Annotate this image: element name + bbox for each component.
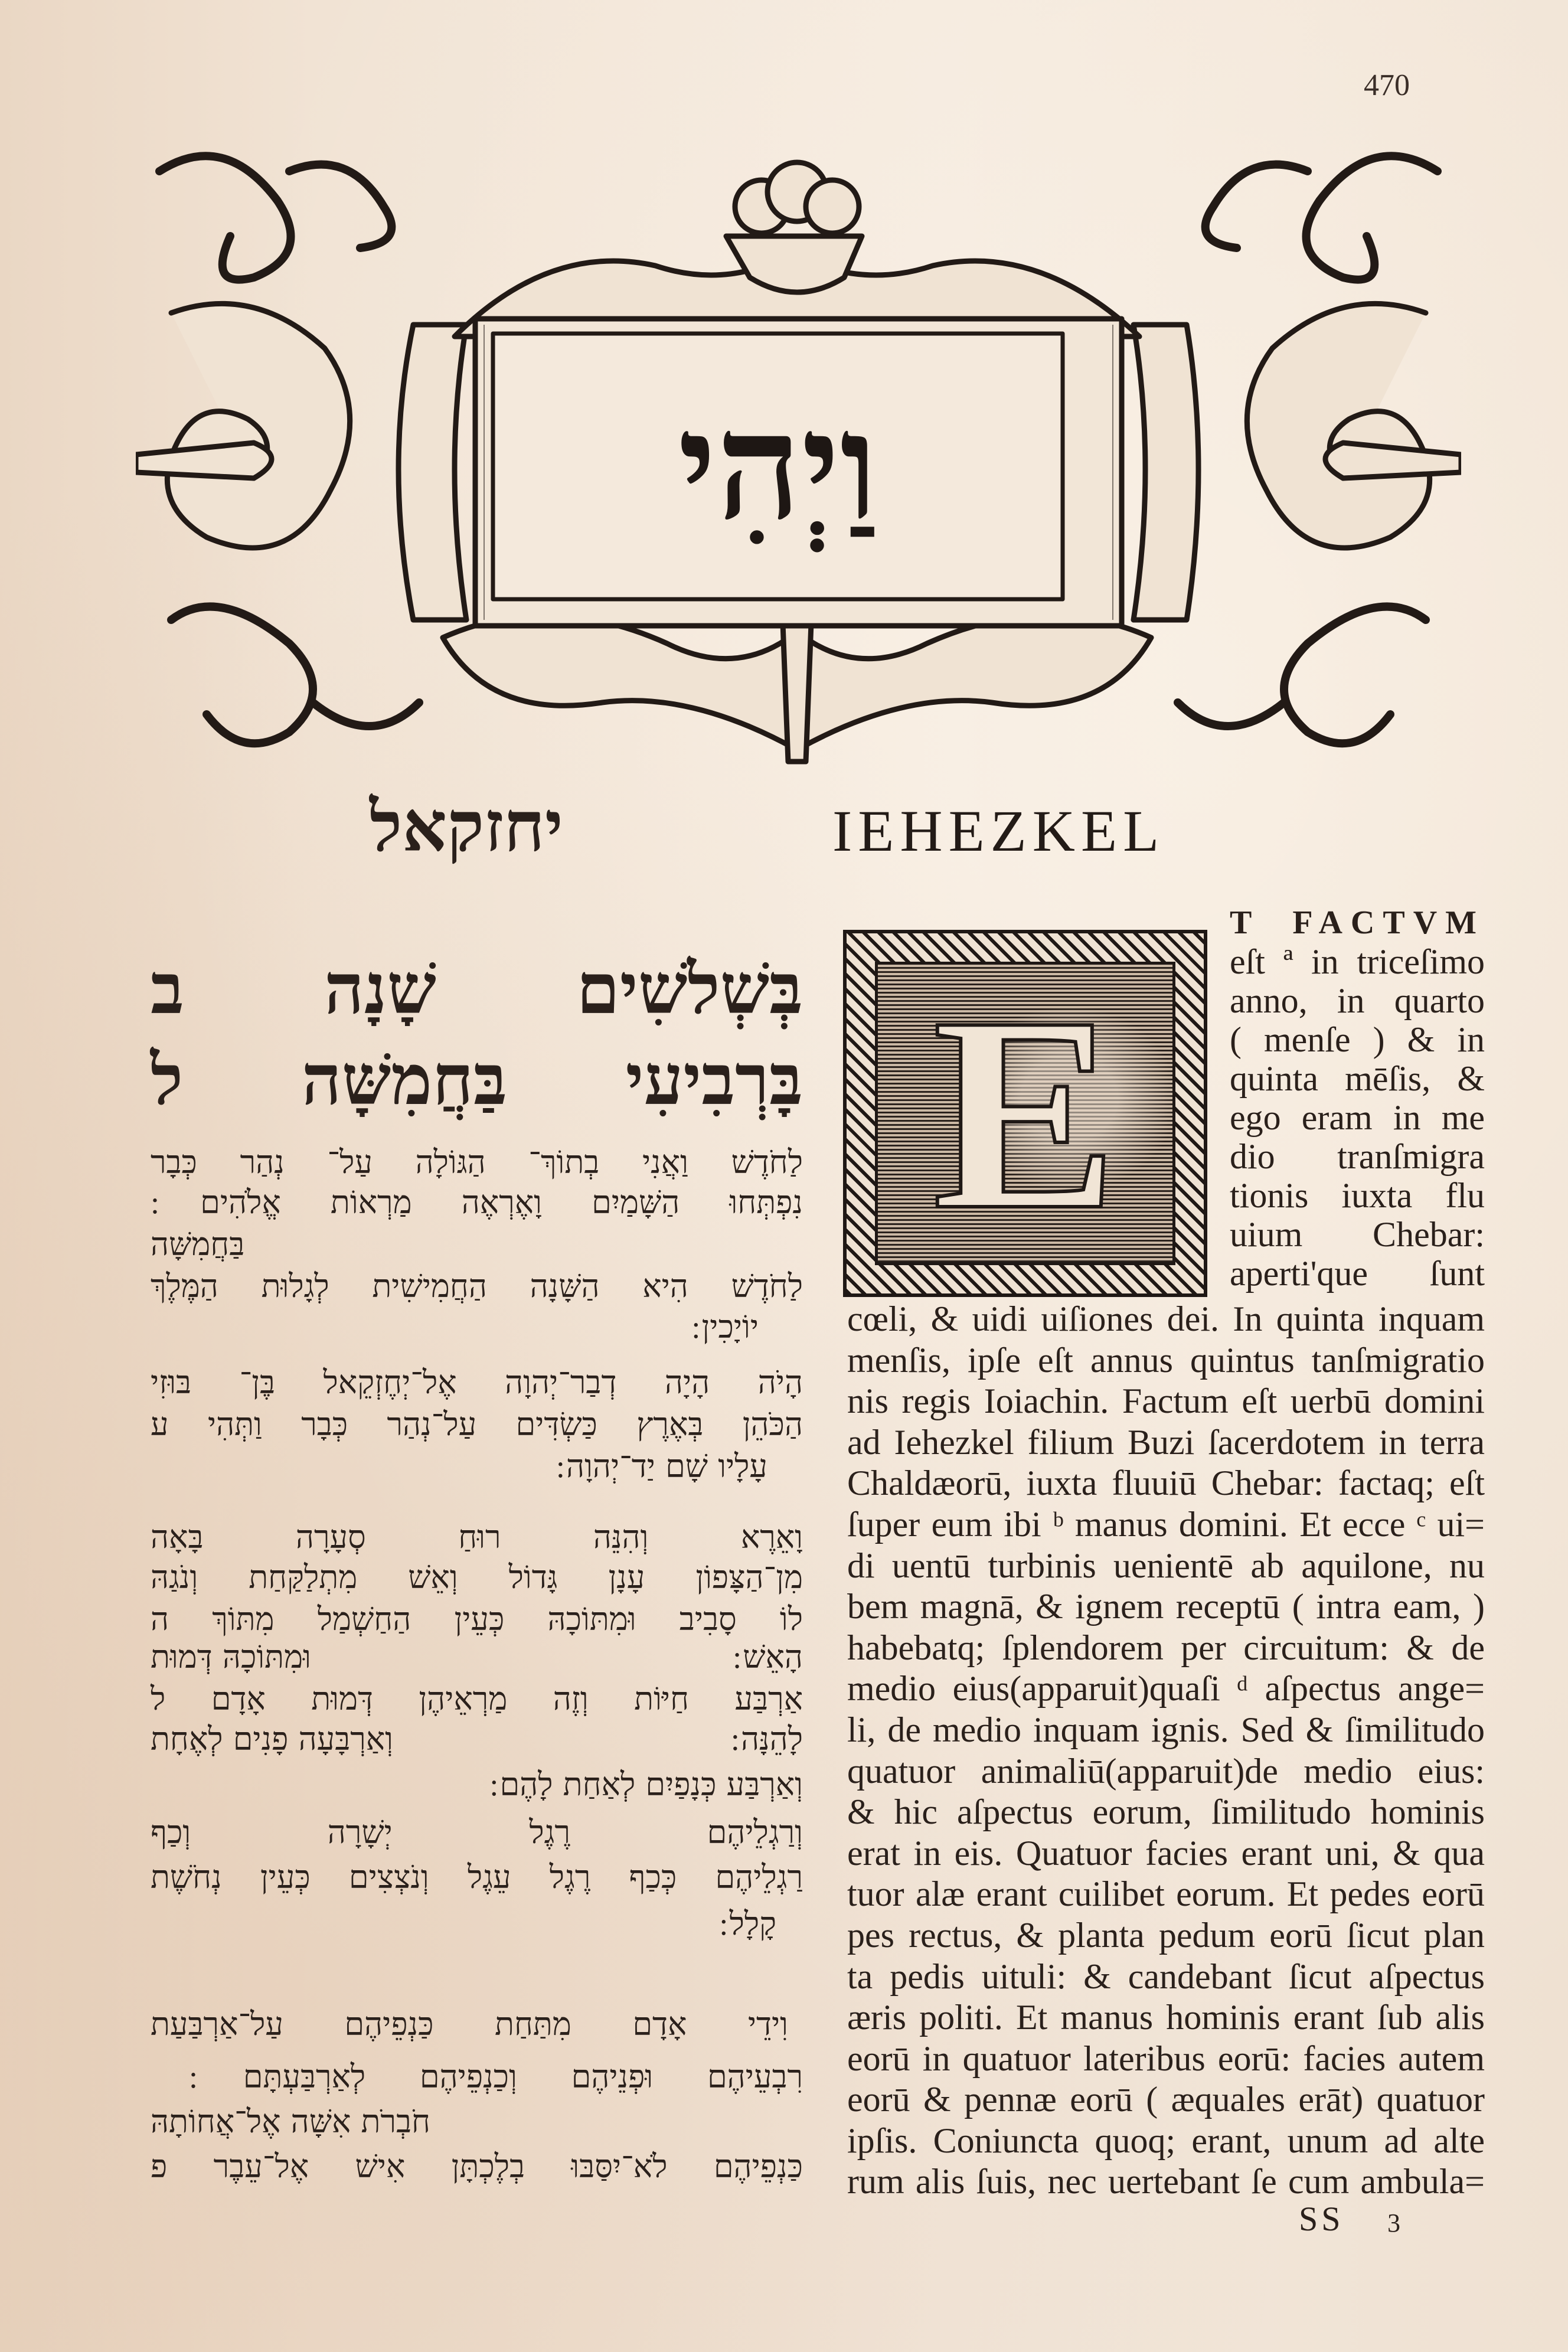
latin-line: ego eram in me bbox=[1230, 1098, 1485, 1137]
latin-line: & hic aſpectus eorum, ſimilitudo hominis bbox=[847, 1792, 1485, 1832]
hebrew-line: וְאַרְבָּעָה פָנִים לְאֶחָת bbox=[151, 1720, 393, 1758]
fruit bbox=[806, 180, 859, 233]
latin-line: eſt ª in triceſimo bbox=[1230, 942, 1485, 981]
latin-line: ad Iehezkel filium Buzi ſacerdotem in terra bbox=[847, 1422, 1485, 1462]
latin-line: aperti'que ſunt bbox=[1230, 1254, 1485, 1293]
hebrew-line: וְאַרְבַּע כְּנָפַיִם לְאַחַת לָהֶם ׃ bbox=[489, 1766, 803, 1803]
hebrew-line: אַרְבַּע חַיּוֹת וְזֶה מַרְאֵיהֶן דְּמוּת אָדָם ל bbox=[151, 1680, 803, 1717]
hebrew-line: נִפְתְּחוּ הַשָּׁמַיִם וָאֶרְאֶה מַרְאוֹת אֱלֹהִים ׃ bbox=[151, 1184, 803, 1221]
hebrew-book-heading: יחזקאל bbox=[370, 785, 563, 867]
hebrew-large-line: בָּרְבִיעִי בַּחֲמִשָּׁה ל bbox=[151, 1038, 803, 1121]
hebrew-line: רִבְעֵיהֶם וּפְנֵיהֶם וְכַנְפֵיהֶם לְאַרְבַּעְתָּם ׃ bbox=[189, 2058, 803, 2095]
latin-line: quinta mēſis, & bbox=[1230, 1059, 1485, 1098]
hebrew-line: הָאֵשׁ ׃ bbox=[733, 1638, 803, 1675]
hebrew-line: מִן־הַצָּפוֹן עָנָן גָּדוֹל וְאֵשׁ מִתְלַקַּחַת וְנֹגַהּ bbox=[151, 1559, 803, 1596]
latin-line: pes rectus, & planta pedum eorū ſicut plan bbox=[847, 1915, 1485, 1955]
latin-line: rum alis ſuis, nec uertebant ſe cum ambula= bbox=[847, 2162, 1485, 2201]
latin-line: quatuor animaliū(apparuit)de medio eius: bbox=[847, 1751, 1485, 1791]
latin-line: ( menſe ) & in bbox=[1230, 1020, 1485, 1059]
latin-line: di uentū turbinis uenientē ab aquilone, nu bbox=[847, 1546, 1485, 1585]
woodcut-title-word: וַיְהִי bbox=[678, 379, 878, 553]
hebrew-line: יוֹיָכִין ׃ bbox=[691, 1308, 759, 1345]
hebrew-line: חֹבְרֹת אִשָּׁה אֶל־אֲחוֹתָהּ bbox=[151, 2103, 430, 2140]
hebrew-line: הַכֹּהֵן בְּאֶרֶץ כַּשְׂדִּים עַל־נְהַר כְּבָר וַתְּהִי ע bbox=[151, 1406, 803, 1443]
right-vase bbox=[1325, 443, 1461, 478]
signature-mark: SS bbox=[1299, 2200, 1344, 2238]
latin-book-heading: IEHEZKEL bbox=[832, 798, 1165, 864]
woodcut-prophet-illustration bbox=[875, 959, 1175, 1267]
latin-line: æris politi. Et manus hominis erant ſub alis bbox=[847, 1998, 1485, 2037]
latin-line: li, de medio inquam ignis. Sed & ſimilitudo bbox=[847, 1710, 1485, 1749]
right-lower-ribbon bbox=[1178, 607, 1426, 744]
right-scroll bbox=[1247, 303, 1429, 548]
hebrew-line: בַּחֲמִשָּׁה bbox=[151, 1226, 245, 1263]
hebrew-large-line: בְּשְׁלשִׁים שָׁנָה ב bbox=[151, 948, 803, 1030]
latin-line: Chaldæorū, iuxta fluuiū Chebar: factaq; eſt bbox=[847, 1464, 1485, 1503]
latin-line: tuor alæ erant cuilibet eorum. Et pedes eorū bbox=[847, 1874, 1485, 1914]
latin-line: cœli, & uidi uiſiones dei. In quinta inquam bbox=[847, 1299, 1485, 1338]
center-finial bbox=[782, 608, 812, 762]
hebrew-line: וּמִתּוֹכָהּ דְּמוּת bbox=[151, 1638, 311, 1675]
hebrew-line: לַחֹדֶשׁ הִיא הַשָּׁנָה הַחֲמִישִׁית לְגָלוּת הַמֶּלֶךְ bbox=[151, 1268, 803, 1305]
latin-line: nis regis Ioiachin. Factum eſt uerbū domini bbox=[847, 1381, 1485, 1421]
latin-line: habebatq; ſplendorem per circuitum: & de bbox=[847, 1628, 1485, 1667]
hebrew-line: כַּנְפֵיהֶם לֹא־יִסַּבּוּ בְלֶכְתָּן אִישׁ אֶל־עֵבֶר פ bbox=[151, 2148, 803, 2185]
hebrew-line: עָלָיו שָׁם יַד־יְהוָה ׃ bbox=[556, 1448, 767, 1485]
left-vase bbox=[136, 443, 272, 478]
hebrew-line: לָהֵנָּה ׃ bbox=[730, 1720, 803, 1758]
hebrew-line: לַחֹדֶשׁ וַאֲנִי בְתוֹךְ־ הַגּוֹלָה עַל־ נְהַר כְּבָר bbox=[151, 1144, 803, 1181]
latin-line: dio tranſmigra bbox=[1230, 1137, 1485, 1176]
latin-line: anno, in quarto bbox=[1230, 981, 1485, 1020]
latin-line: erat in eis. Quatuor facies erant uni, & qua bbox=[847, 1833, 1485, 1873]
latin-line: eorū & pennæ eorū ( æquales erāt) quatuor bbox=[847, 2080, 1485, 2119]
signature-number: 3 bbox=[1387, 2209, 1400, 2237]
dropcap-letter: E bbox=[932, 959, 1118, 1267]
right-ribbon bbox=[1206, 156, 1438, 279]
left-scroll bbox=[167, 303, 349, 548]
latin-line: menſis, ipſe eſt annus quintus tanſmigratio bbox=[847, 1340, 1485, 1380]
hebrew-line: וָאֵרֶא וְהִנֵּה רוּחַ סְעָרָה בָּאָה bbox=[151, 1518, 803, 1556]
left-lower-ribbon bbox=[171, 607, 419, 744]
latin-line: bem magnā, & ignem receptū ( intra eam, ) bbox=[847, 1587, 1485, 1626]
latin-short-lines bbox=[1230, 903, 1485, 1293]
left-ribbon bbox=[159, 156, 391, 279]
right-pillar bbox=[1133, 325, 1198, 620]
decorated-initial-box bbox=[843, 930, 1207, 1297]
latin-body-text bbox=[847, 1299, 1485, 2203]
page-number: 470 bbox=[1364, 68, 1410, 102]
latin-line: ta pedis uituli: & candebant ſicut aſpectus bbox=[847, 1956, 1485, 1996]
left-pillar bbox=[398, 325, 466, 620]
latin-line: medio eius(apparuit)quaſi ᵈ aſpectus ange= bbox=[847, 1669, 1485, 1709]
latin-line: tionis iuxta flu bbox=[1230, 1176, 1485, 1215]
latin-line: uium Chebar: bbox=[1230, 1215, 1485, 1254]
hebrew-line: הָיֹה הָיָה דְבַר־יְהוָה אֶל־יְחֶזְקֵאל בֶּן־ בּוּזִי bbox=[151, 1364, 803, 1401]
hebrew-line: לוֹ סָבִיב וּמִתּוֹכָהּ כְּעֵין הַחַשְׁמַל מִתּוֹךְ ה bbox=[151, 1600, 803, 1638]
hebrew-line: רַגְלֵיהֶם כְּכַף רֶגֶל עֵגֶל וְנֹצְצִים כְּעֵין נְחֹשֶׁת bbox=[151, 1858, 803, 1896]
latin-line: eorū in quatuor lateribus eorū: facies autem bbox=[847, 2039, 1485, 2078]
latin-line: T FACTVM bbox=[1230, 904, 1485, 941]
hebrew-line: וִידֵי אָדָם מִתַּחַת כַּנְפֵיהֶם עַל־אַרְבַּעַת bbox=[151, 2005, 788, 2043]
hebrew-line: וְרַגְלֵיהֶם רֶגֶל יְשָׁרָה וְכַף bbox=[151, 1814, 803, 1851]
latin-line: ipſis. Coniuncta quoq; erant, unum ad alte bbox=[847, 2121, 1485, 2160]
latin-line: ſuper eum ibi ᵇ manus domini. Et ecce ᶜ ui= bbox=[847, 1504, 1485, 1544]
hebrew-line: קָלָל ׃ bbox=[719, 1905, 776, 1942]
